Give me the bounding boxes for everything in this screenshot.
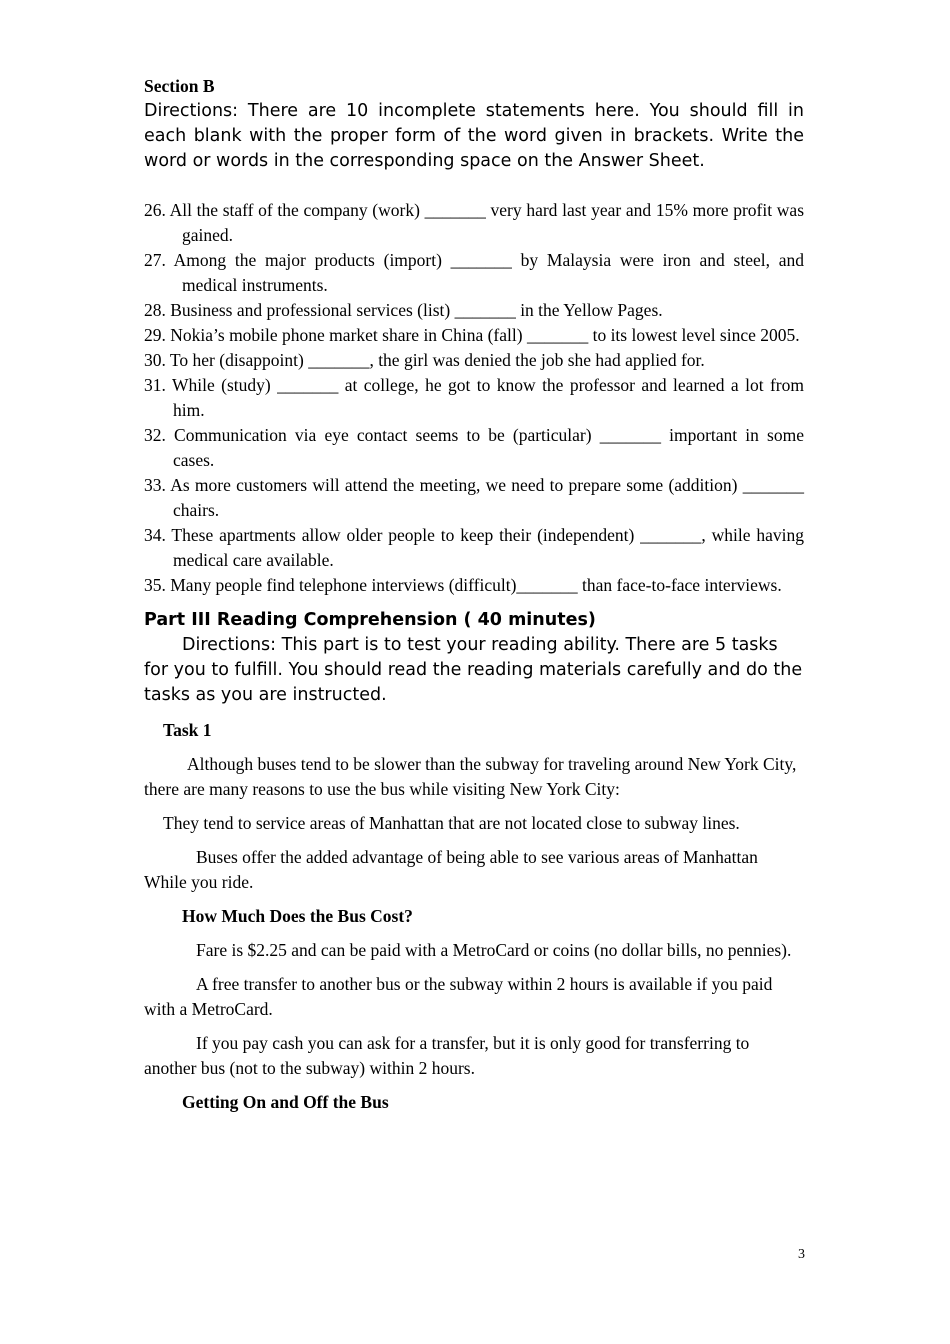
task1-intro: Although buses tend to be slower than the subway for traveling around New York City, there are many reasons to use the bus while visiting New York City:	[144, 754, 797, 799]
statement-item-32: 32. Communication via eye contact seems to be (particular) _______ important in some cases.	[144, 425, 804, 470]
section-b-title: Section B	[144, 76, 215, 96]
section-b-directions: Directions: There are 10 incomplete statements here. You should fill in each blank with the proper form of the word given in brackets. Write the word or words in the corresponding space on the Answer Sheet.	[144, 101, 804, 171]
statement-item-27: 27. Among the major products (import) _______ by Malaysia were iron and steel, and medical instruments.	[144, 250, 804, 295]
statement-item-35: 35. Many people find telephone interviews (difficult)_______ than face-to-face interviews.	[144, 575, 782, 595]
transfer-paragraph: A free transfer to another bus or the subway within 2 hours is available if you paid with a MetroCard.	[144, 974, 773, 1019]
statement-item-30: 30. To her (disappoint) _______, the girl was denied the job she had applied for.	[144, 350, 705, 370]
getting-on-off-heading: Getting On and Off the Bus	[182, 1092, 389, 1112]
statement-item-33: 33. As more customers will attend the meeting, we need to prepare some (addition) _______ chairs.	[144, 475, 804, 520]
part3-directions: Directions: This part is to test your reading ability. There are 5 tasks for you to fulfill. You should read the reading materials carefully and do the tasks as you are instructed.	[144, 635, 803, 705]
task1-service-line: They tend to service areas of Manhattan that are not located close to subway lines.	[163, 813, 740, 833]
bus-cost-heading: How Much Does the Bus Cost?	[182, 906, 413, 926]
page-number: 3	[798, 1247, 805, 1262]
task1-title: Task 1	[163, 720, 212, 740]
statement-item-31: 31. While (study) _______ at college, he got to know the professor and learned a lot from him.	[144, 375, 804, 420]
task1-advantage: Buses offer the added advantage of being able to see various areas of Manhattan While you ride.	[144, 847, 758, 892]
statement-item-29: 29. Nokia’s mobile phone market share in China (fall) _______ to its lowest level since 2005.	[144, 325, 800, 345]
statement-item-34: 34. These apartments allow older people to keep their (independent) _______, while having medical care available.	[144, 525, 804, 570]
statement-item-26: 26. All the staff of the company (work) _______ very hard last year and 15% more profit was gained.	[144, 200, 804, 245]
cash-paragraph: If you pay cash you can ask for a transfer, but it is only good for transferring to another bus (not to the subway) within 2 hours.	[144, 1033, 750, 1078]
statement-list	[144, 198, 804, 598]
fare-paragraph: Fare is $2.25 and can be paid with a MetroCard or coins (no dollar bills, no pennies).	[196, 940, 792, 960]
part3-title: Part III Reading Comprehension ( 40 minutes)	[144, 610, 596, 630]
statement-item-28: 28. Business and professional services (list) _______ in the Yellow Pages.	[144, 300, 663, 320]
document-page	[144, 74, 804, 1115]
